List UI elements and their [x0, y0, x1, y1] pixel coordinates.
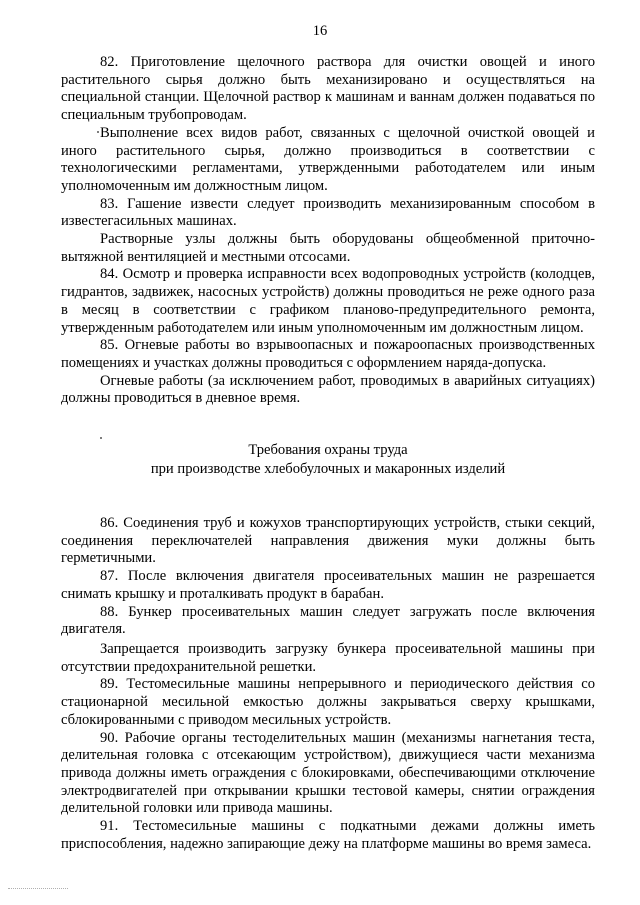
- paragraph-82-continuation: Выполнение всех видов работ, связанных с щелочной очисткой овощей и иного растительного сырья, должно производиться в соответствии с технологическими регламентами, утвержденными работодателем или иным уполномоченным им должностным лицом.: [61, 124, 595, 194]
- paragraph-88: 88. Бункер просеивательных машин следует загружать после включения двигателя.: [61, 603, 595, 638]
- paragraph-85: 85. Огневые работы во взрывоопасных и пожароопасных производственных помещениях и участках должны проводиться с оформлением наряда-допуска.: [61, 337, 595, 371]
- paragraph-83-continuation: Растворные узлы должны быть оборудованы общеобменной приточно-вытяжной вентиляцией и местными отсосами.: [61, 231, 595, 265]
- paragraph-88-continuation: Запрещается производить загрузку бункера просеивательной машины при отсутствии предохранительной решетки.: [61, 640, 595, 675]
- paragraph-86: 86. Соединения труб и кожухов транспортирующих устройств, стыки секций, соединения переключателей направления движения муки должны быть герметичными.: [61, 515, 595, 567]
- paragraph-87: 87. После включения двигателя просеивательных машин не разрешается снимать крышку и проталкивать продукт в барабан.: [61, 568, 595, 602]
- paragraph-90: 90. Рабочие органы тестоделительных машин (механизмы нагнетания теста, делительная головка с отсекающим устройством), движущиеся части механизма привода должны иметь ограждения с блокировками, обеспечивающими отключение электродвигателей при открывании крышки тестовой камеры, снятии ограждения делительной головки или привода машины.: [61, 729, 595, 817]
- paragraph-84: 84. Осмотр и проверка исправности всех водопроводных устройств (колодцев, гидрантов, задвижек, насосных устройств) должны проводиться не реже одного раза в месяц в соответствии с графиком планово-предупредительного ремонта, утвержденным работодателем или иным уполномоченным им должностным лицом.: [61, 266, 595, 336]
- scan-artifact-line: [8, 888, 68, 891]
- paragraph-89: 89. Тестомесильные машины непрерывного и периодического действия со стационарной месильной емкостью должны закрываться сверху крышками, сблокированными с приводом месильных устройств.: [61, 676, 595, 728]
- paragraph-83: 83. Гашение извести следует производить механизированным способом в известегасильных машинах.: [61, 195, 595, 230]
- scan-speck: [100, 437, 102, 439]
- paragraph-85-continuation: Огневые работы (за исключением работ, проводимых в аварийных ситуациях) должны проводиться в дневное время.: [61, 372, 595, 407]
- section-title-line-1: Требования охраны труда: [248, 442, 408, 459]
- paragraph-91: 91. Тестомесильные машины с подкатными дежами должны иметь приспособления, надежно запирающие дежу на платформе машины во время замеса.: [61, 818, 595, 852]
- paragraph-82: 82. Приготовление щелочного раствора для очистки овощей и иного растительного сырья должно быть механизировано и осуществляться на специальной станции. Щелочной раствор к машинам и ваннам должен подаваться по специальным трубопроводам.: [61, 54, 595, 124]
- page-number: 16: [312, 23, 328, 39]
- scan-speck: [97, 131, 99, 133]
- document-body: [61, 54, 595, 853]
- section-heading: [61, 441, 595, 479]
- section-title-line-2: при производстве хлебобулочных и макаронных изделий: [150, 461, 506, 478]
